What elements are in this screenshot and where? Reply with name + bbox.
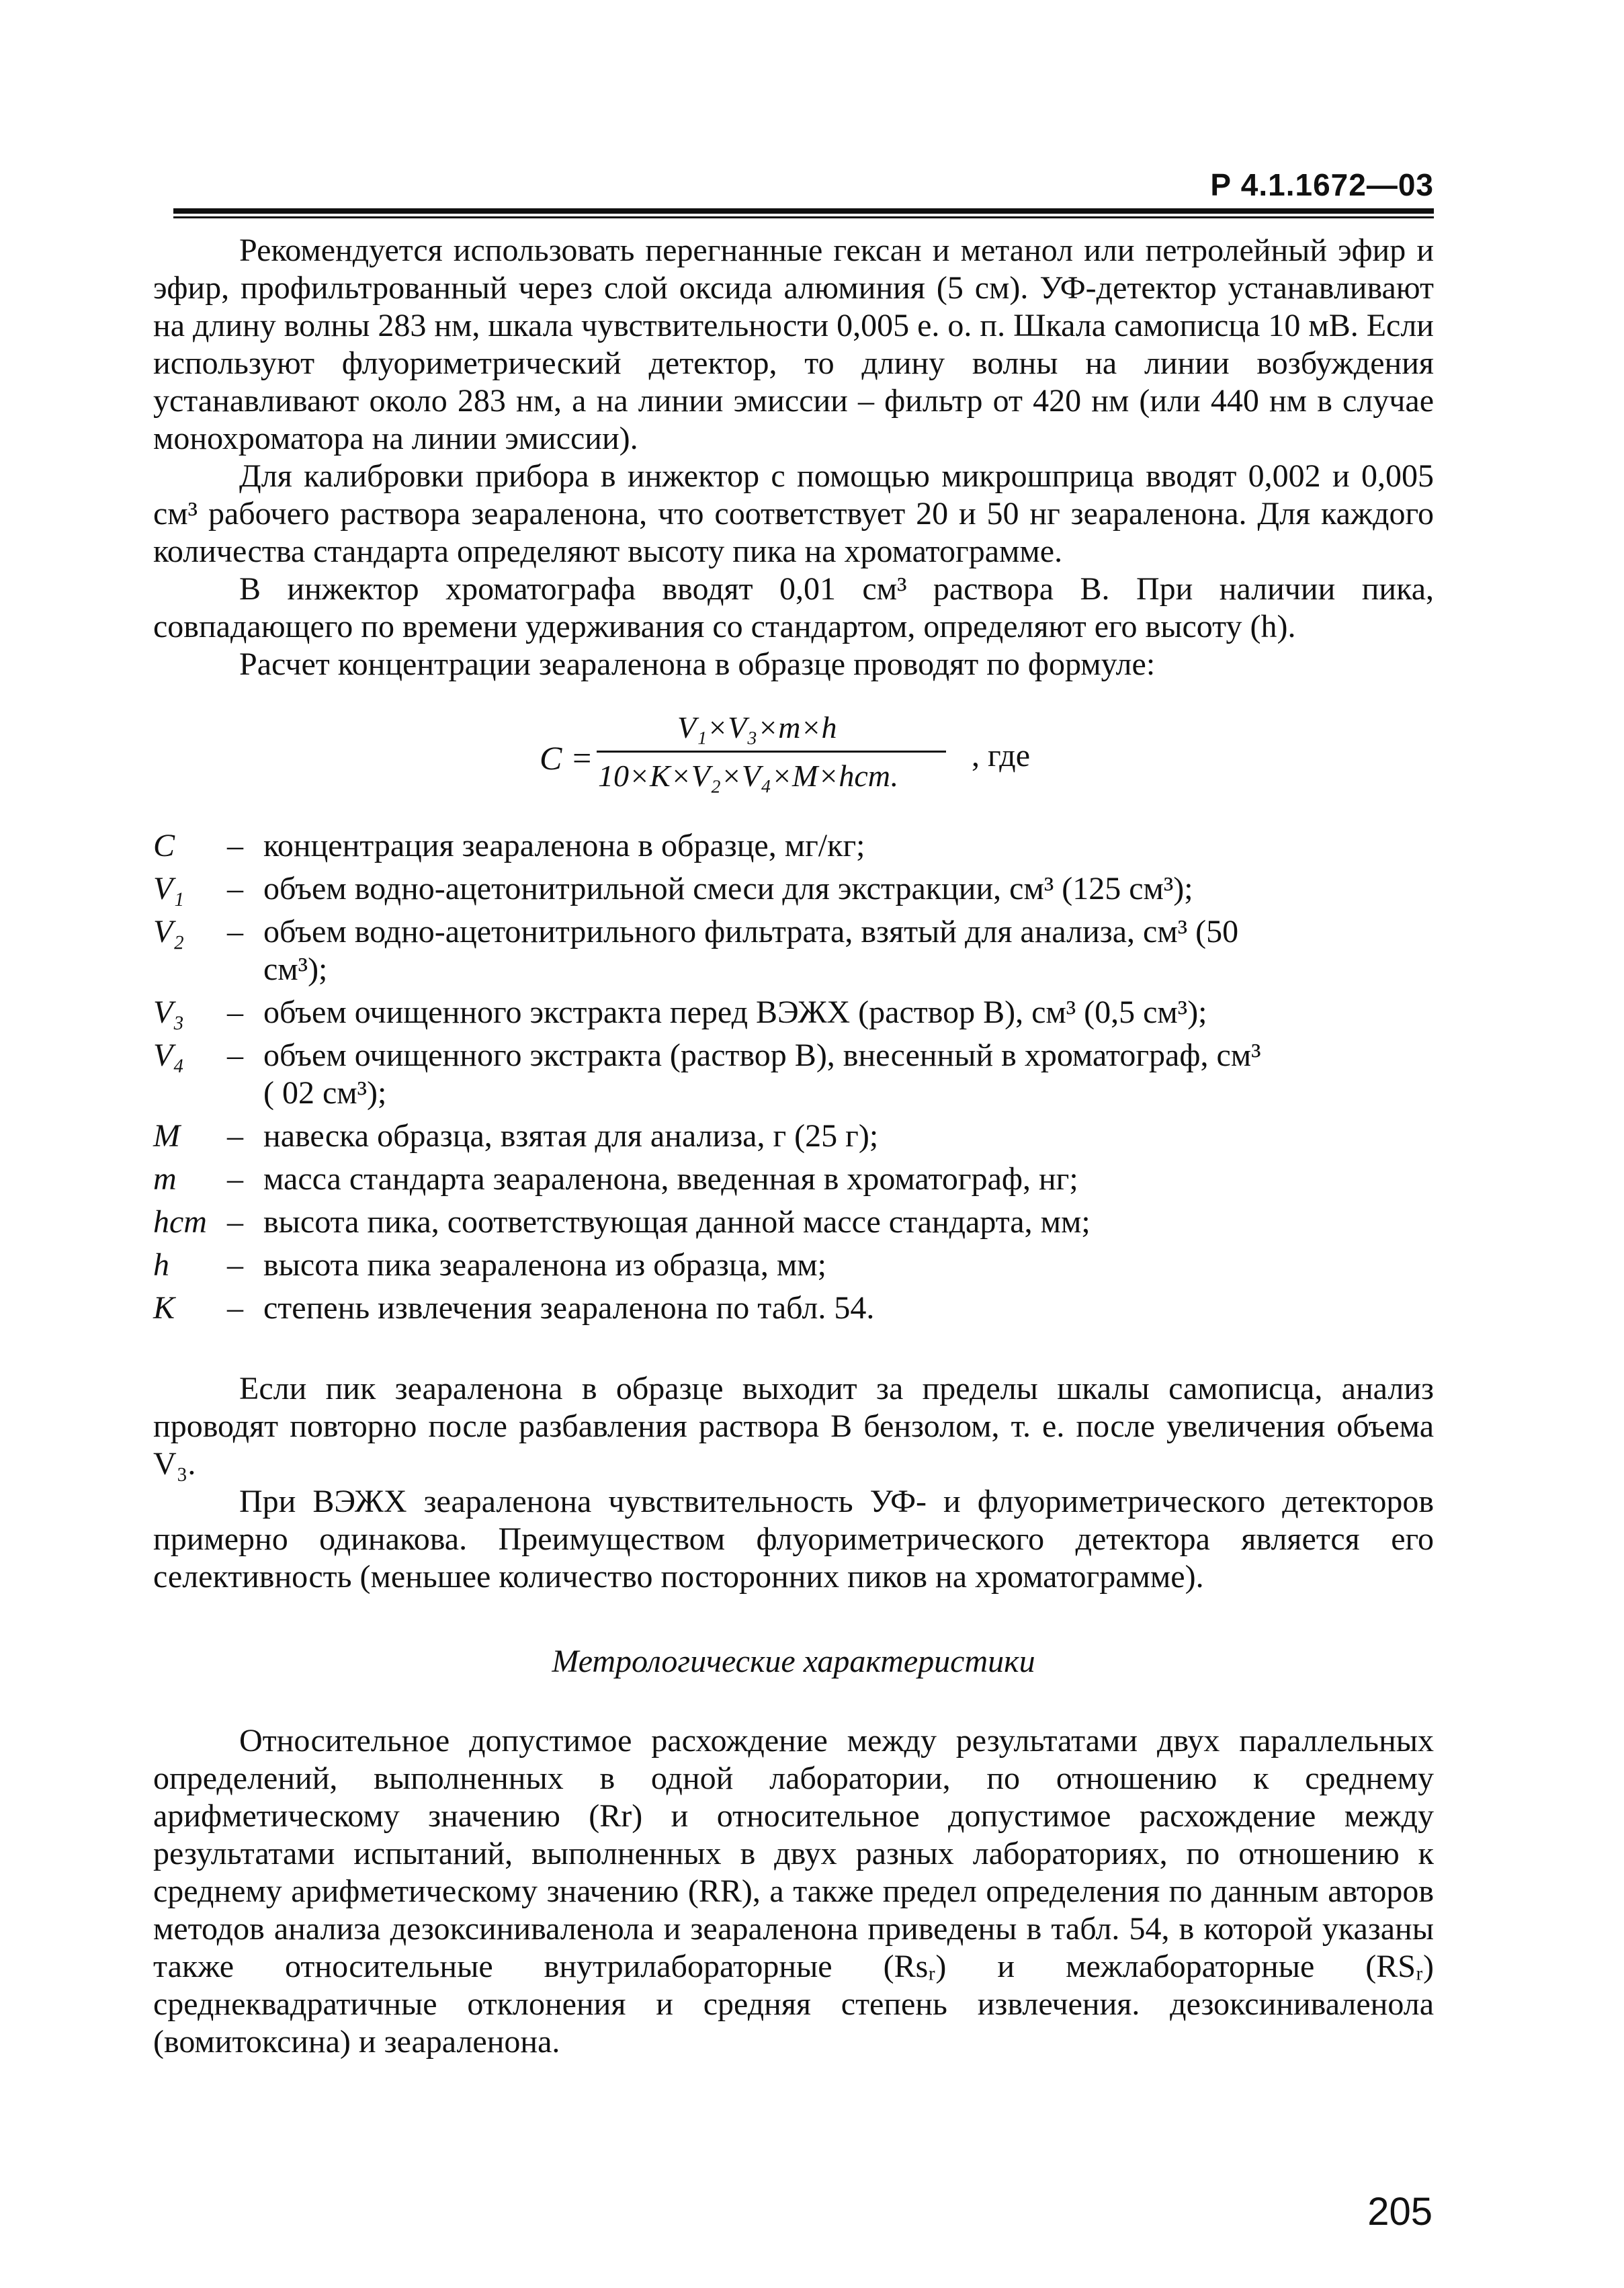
definition-symbol: V₂ [153,914,185,949]
definition-symbol: h [153,1247,169,1283]
paragraph-dilution: Если пик зеараленона в образце выходит за пределы шкалы самописца, анализ проводят повторно после разбавления раствора В бензолом, т. е. после увеличения объема V₃. [153,1371,1434,1482]
definition-symbol: m [153,1161,177,1197]
formula-fraction-bar [597,751,946,753]
definition-item [153,870,1434,908]
definition-text: объем водно-ацетонитрильного фильтрата, взятый для анализа, см³ (50 см³); [263,914,1239,987]
definition-dash: – [227,871,243,906]
definition-text: степень извлечения зеараленона по табл. 54. [263,1290,875,1326]
paragraph-detectors: При ВЭЖХ зеараленона чувствительность УФ- и флуориметрического детекторов примерно одинакова. Преимуществом флуориметрического детектора является его селективность (меньшее количество посторонних пиков на хроматограмме). [153,1484,1434,1595]
definition-symbol: hcт [153,1204,207,1240]
definition-text: концентрация зеараленона в образце, мг/кг; [263,828,865,863]
definition-item [153,1037,1434,1112]
definition-dash: – [227,1204,243,1240]
definition-item [153,913,1434,988]
page-number: 205 [1367,2190,1433,2234]
paragraph-formula-intro: Расчет концентрации зеараленона в образце проводят по формуле: [239,646,1156,682]
definition-symbol: V₄ [153,1037,185,1073]
definition-dash: – [227,914,243,949]
definition-dash: – [227,1161,243,1197]
definition-text: масса стандарта зеараленона, введенная в хроматограф, нг; [263,1161,1078,1197]
section-title-metrology: Метрологические характеристики [552,1644,1035,1679]
definition-dash: – [227,828,243,863]
header-rule-thin [173,216,1434,218]
definition-item [153,1203,1434,1241]
definition-dash: – [227,1037,243,1073]
definition-text: высота пика зеараленона из образца, мм; [263,1247,826,1283]
definition-text: объем водно-ацетонитрильной смеси для экстракции, см³ (125 см³); [263,871,1193,906]
definition-item [153,1289,1434,1327]
definition-item [153,1117,1434,1155]
definition-item [153,827,1434,865]
header-rule-thick [173,208,1434,214]
definition-text: высота пика, соответствующая данной массе стандарта, мм; [263,1204,1091,1240]
definition-symbol: V₁ [153,871,185,906]
formula-numerator: V₁×V₃×m×h [677,710,837,745]
definition-symbol: K [153,1290,175,1326]
definition-dash: – [227,1247,243,1283]
definition-item [153,994,1434,1031]
definition-dash: – [227,1118,243,1154]
paragraph-solvents: Рекомендуется использовать перегнанные гексан и метанол или петролейный эфир и эфир, профильтрованный через слой оксида алюминия (5 см). УФ-детектор устанавливают на длину волны 283 нм, шкала чувствительности 0,005 е. о. п. Шкала самописца 10 мВ. Если используют флуориметрический детектор, то длину волны на линии возбуждения устанавливают около 283 нм, а на линии эмиссии – фильтр от 420 нм (или 440 нм в случае монохроматора на линии эмиссии). [153,232,1434,456]
definition-text: навеска образца, взятая для анализа, г (25 г); [263,1118,879,1154]
definition-dash: – [227,1290,243,1326]
page-content [153,232,1434,2061]
concentration-formula [153,709,1434,810]
definitions-list [153,827,1434,1327]
definition-symbol: V₃ [153,994,185,1030]
definition-symbol: M [153,1118,180,1154]
formula-suffix: , где [972,738,1031,773]
definition-dash: – [227,994,243,1030]
definition-text: объем очищенного экстракта перед ВЭЖХ (раствор В), см³ (0,5 см³); [263,994,1207,1030]
paragraph-injection: В инжектор хроматографа вводят 0,01 см³ раствора В. При наличии пика, совпадающего по времени удерживания со стандартом, определяют его высоту (h). [153,571,1434,644]
definition-item [153,1160,1434,1198]
paragraph-metrology: Относительное допустимое расхождение между результатами двух параллельных определений, выполненных в одной лаборатории, по отношению к среднему арифметическому значению (Rr) и относительное допустимое расхождение между результатами испытаний, выполненных в двух разных лабораториях, по отношению к среднему арифметическому значению (RR), а также предел определения по данным авторов методов анализа дезоксиниваленола и зеараленона приведены в табл. 54, в которой указаны также относительные внутрилабораторные (Rsᵣ) и межлабораторные (RSᵣ) среднеквадратичные отклонения и средняя степень извлечения. дезоксиниваленола (вомитоксина) и зеараленона. [153,1723,1434,2060]
definition-item [153,1246,1434,1284]
document-code: Р 4.1.1672—03 [1210,167,1434,202]
definition-symbol: C [153,828,175,863]
formula-denominator: 10×K×V₂×V₄×M×hcт. [598,759,899,793]
paragraph-calibration: Для калибровки прибора в инжектор с помощью микрошприца вводят 0,002 и 0,005 см³ рабочего раствора зеараленона, что соответствует 20 и 50 нг зеараленона. Для каждого количества стандарта определяют высоту пика на хроматограмме. [153,458,1434,569]
definition-text: объем очищенного экстракта (раствор В), внесенный в хроматограф, см³ ( 02 см³); [263,1037,1261,1111]
formula-lhs: C = [540,739,593,777]
spacer [153,1332,1434,1370]
